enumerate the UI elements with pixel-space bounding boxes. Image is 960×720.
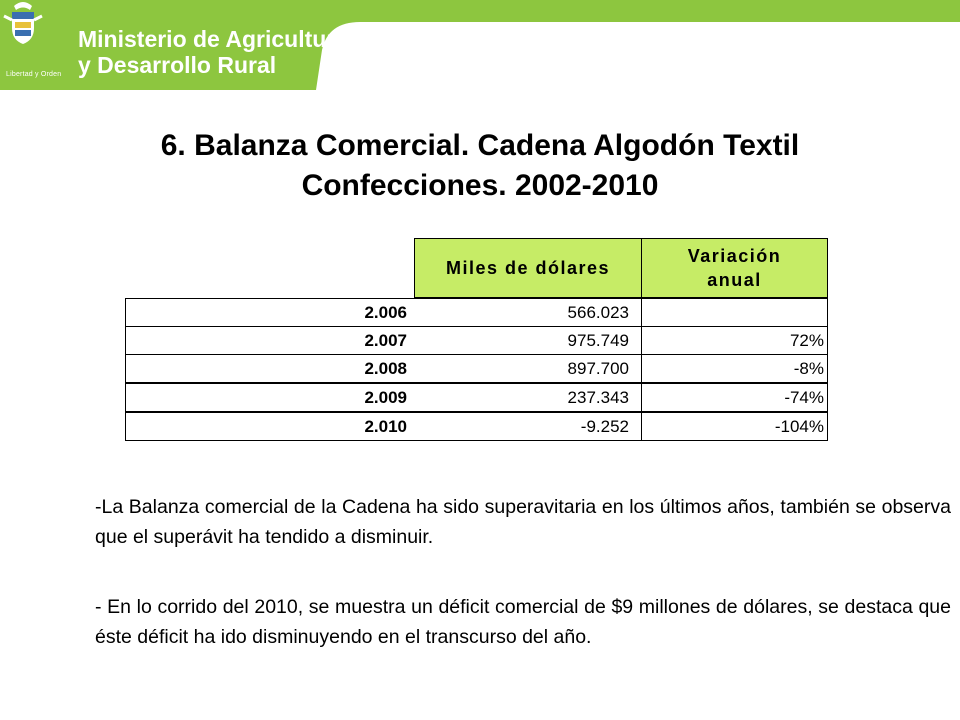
page-title: [40, 126, 920, 206]
variation-cell: -74%: [784, 388, 824, 407]
table-row: [125, 354, 828, 383]
table-row: [125, 412, 828, 441]
table-row: [125, 326, 828, 355]
value-cell: 237.343: [567, 388, 629, 407]
header-banner: [0, 0, 960, 90]
colombia-coat-of-arms-icon: [0, 0, 46, 46]
ministry-name: [78, 26, 348, 78]
year-cell: 2.007: [364, 331, 407, 350]
ministry-line-2: y Desarrollo Rural: [78, 52, 277, 78]
year-cell: 2.009: [364, 388, 407, 407]
title-line-2: Confecciones. 2002-2010: [301, 169, 659, 202]
motto-text: Libertad y Orden: [6, 71, 62, 78]
variation-cell: 72%: [789, 331, 824, 350]
variation-cell: [642, 299, 824, 326]
value-cell: -9.252: [580, 417, 629, 436]
value-cell: 975.749: [567, 331, 629, 350]
paragraph-deficit: - En lo corrido del 2010, se muestra un déficit comercial de $9 millones de dólares, se destaca que éste déficit ha ido disminuyendo en el transcurso del año.: [95, 596, 951, 648]
column-header-miles: Miles de dólares: [414, 238, 642, 298]
value-cell: 897.700: [567, 359, 629, 378]
column-header-variacion: [641, 238, 828, 298]
title-line-1: 6. Balanza Comercial. Cadena Algodón Textil: [160, 129, 800, 162]
year-cell: 2.008: [364, 359, 407, 378]
column-header-variacion-label: Variación anual: [687, 246, 782, 290]
paragraph-superavit: -La Balanza comercial de la Cadena ha sido superavitaria en los últimos años, también se observa que el superávit ha tendido a disminuir.: [95, 496, 951, 548]
ministry-line-1: Ministerio de Agricultura: [78, 26, 349, 52]
value-cell: 566.023: [567, 303, 629, 322]
variation-cell: -104%: [774, 417, 824, 436]
table-row: [125, 298, 828, 327]
year-cell: 2.006: [364, 303, 407, 322]
table-row: [125, 383, 828, 412]
column-divider: [641, 298, 642, 440]
variation-cell: -8%: [793, 359, 824, 378]
year-cell: 2.010: [364, 417, 407, 436]
